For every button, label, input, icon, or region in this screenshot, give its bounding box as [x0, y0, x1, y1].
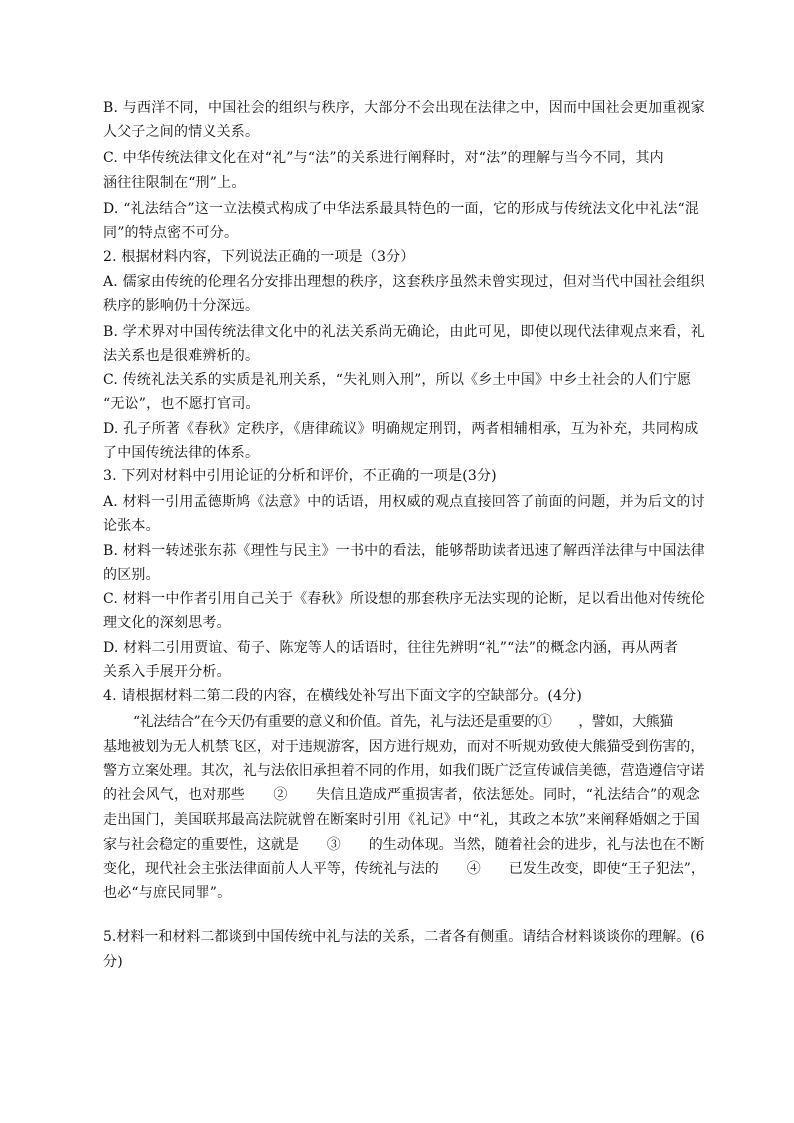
q3-option-b-line-2: 的区别。: [103, 567, 160, 583]
q2-option-c-line-1: C. 传统礼法关系的实质是礼刑关系，“失礼则入刑”，所以《乡土中国》中乡土社会的人们宁愿: [103, 372, 692, 388]
q2-option-c-line-2: “无讼”，也不愿打官司。: [103, 396, 260, 412]
q2-option-d-line-2: 了中国传统法律的体系。: [103, 445, 260, 461]
q3-option-c-line-1: C. 材料一中作者引用自己关于《春秋》所设想的那套秩序无法实现的论断，足以看出他对传统伦: [103, 591, 705, 607]
q1-option-c-line-1: C. 中华传统法律文化在对“礼”与“法”的关系进行阐释时，对“法”的理解与当今不同，其内: [103, 150, 664, 166]
q4-passage-line-3: 警方立案处理。其次，礼与法依旧承担着不同的作用，如我们既广泛宣传诚信美德，营造遵信守诺: [103, 763, 705, 779]
question-3-stem: 3. 下列对材料中引用论证的分析和评价，不正确的一项是(3分): [103, 468, 497, 484]
q4-passage-line-8: 也必“与庶民同罪”。: [103, 885, 232, 901]
q3-option-a-line-2: 论张本。: [103, 518, 160, 534]
q1-option-b-line-2: 人父子之间的情义关系。: [103, 124, 260, 140]
question-5-line-1: 5.材料一和材料二都谈到中国传统中礼与法的关系，二者各有侧重。请结合材料谈谈你的理解。(6: [103, 929, 705, 945]
q3-option-a-line-1: A. 材料一引用孟德斯鸠《法意》中的话语，用权威的观点直接回答了前面的问题，并为后文的讨: [103, 494, 705, 510]
q2-option-b-line-1: B. 学术界对中国传统法律文化中的礼法关系尚无确论，由此可见，即使以现代法律观点来看，礼: [103, 324, 705, 340]
q1-option-d-line-2: 同”的特点密不可分。: [103, 225, 239, 241]
q3-option-c-line-2: 理文化的深刻思考。: [103, 615, 231, 631]
q2-option-a-line-1: A. 儒家由传统的伦理名分安排出理想的秩序，这套秩序虽然未曾实现过，但对当代中国社会组织: [103, 274, 705, 290]
q1-option-c-line-2: 涵往往限制在“刑”上。: [103, 175, 246, 191]
question-2-stem: 2. 根据材料内容，下列说法正确的一项是（3分）: [103, 249, 415, 265]
q2-option-d-line-1: D. 孔子所著《春秋》定秩序，《唐律疏议》明确规定刑罚，两者相辅相承，互为补充，共同构成: [103, 421, 699, 437]
question-5-line-2: 分): [103, 954, 123, 970]
q2-option-b-line-2: 法关系也是很难辨析的。: [103, 348, 260, 364]
q1-option-b-line-1: B. 与西洋不同，中国社会的组织与秩序，大部分不会出现在法律之中，因而中国社会更加重视家: [103, 100, 705, 116]
q4-passage-line-5: 走出国门，美国联邦最高法院就曾在断案时引用《礼记》中“礼，其政之本欤”来阐释婚姻之于国: [103, 812, 700, 828]
q4-passage-line-1: “礼法结合”在今天仍有重要的意义和价值。首先，礼与法还是重要的① ，譬如，大熊猫: [133, 714, 673, 730]
q3-option-b-line-1: B. 材料一转述张东荪《理性与民主》一书中的看法，能够帮助读者迅速了解西洋法律与中国法律: [103, 543, 705, 559]
q4-passage-line-6: 家与社会稳定的重要性，这就是 ③ 的生动体现。当然，随着社会的进步，礼与法也在不断: [103, 837, 705, 853]
q4-passage-line-7: 变化，现代社会主张法律面前人人平等，传统礼与法的 ④ 已发生改变，即使“王子犯法”，: [103, 861, 705, 877]
q3-option-d-line-1: D. 材料二引用贾谊、荀子、陈宠等人的话语时，往往先辨明“礼”“法”的概念内涵，再从两者: [103, 640, 679, 656]
q1-option-d-line-1: D. “礼法结合”这一立法模式构成了中华法系最具特色的一面，它的形成与传统法文化中礼法“混: [103, 201, 700, 217]
q3-option-d-line-2: 关系入手展开分析。: [103, 664, 231, 680]
q2-option-a-line-2: 秩序的影响仍十分深远。: [103, 298, 260, 314]
q4-passage-line-4: 的社会风气，也对那些 ② 失信且造成严重损害者，依法惩处。同时，“礼法结合”的观念: [103, 787, 700, 803]
q4-passage-line-2: 基地被划为无人机禁飞区，对于违规游客，因方进行规劝，而对不听规劝致使大熊猫受到伤害的，: [103, 739, 705, 755]
question-4-stem: 4. 请根据材料二第二段的内容，在横线处补写出下面文字的空缺部分。(4分): [103, 688, 583, 704]
